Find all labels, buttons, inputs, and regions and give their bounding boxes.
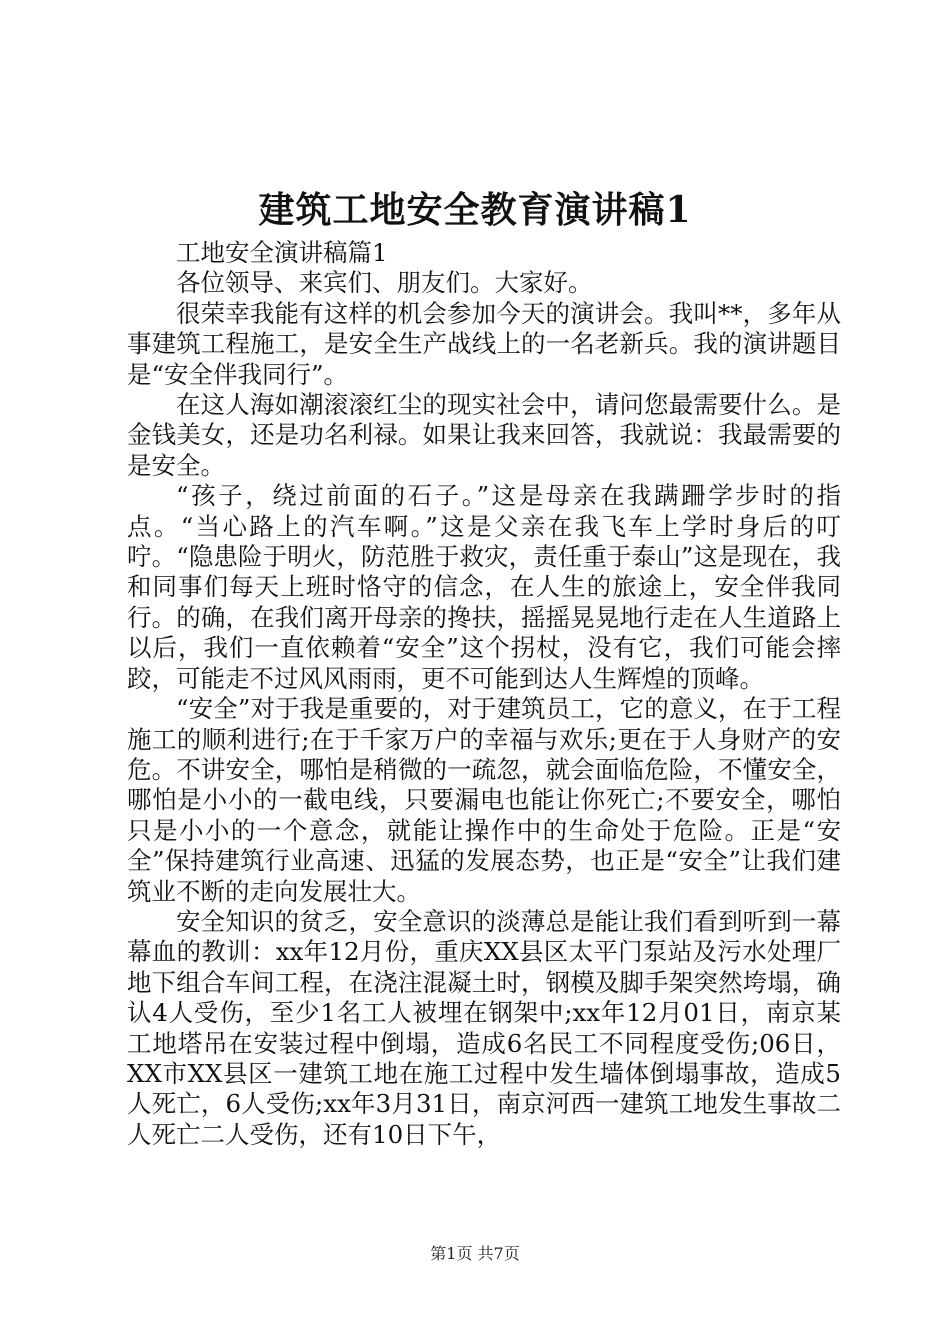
paragraph: 很荣幸我能有这样的机会参加今天的演讲会。我叫**，多年从事建筑工程施工，是安全生产战线上的一名老新兵。我的演讲题目是“安全伴我同行”。 (127, 298, 841, 389)
page-footer: 第1页 共7页 (430, 1244, 520, 1263)
document-title: 建筑工地安全教育演讲稿1 (258, 189, 692, 231)
paragraph-subtitle: 工地安全演讲稿篇1 (176, 238, 388, 267)
paragraph: 在这人海如潮滚滚红尘的现实社会中，请问您最需要什么。是金钱美女，还是功名利禄。如果让我来回答，我就说：我最需要的是安全。 (127, 390, 841, 480)
paragraph: “安全”对于我是重要的，对于建筑员工，它的意义，在于工程施工的顺利进行;在于千家万户的幸福与欢乐;更在于人身财产的安危。不讲安全，哪怕是稍微的一疏忽，就会面临危险，不懂安全，哪怕是小小的一截电线，只要漏电也能让你死亡;不要安全，哪怕只是小小的一个意念，就能让操作中的生命处于危险。正是“安全”保持建筑行业高速、迅猛的发展态势，也正是“安全”让我们建筑业不断的走向发展壮大。 (127, 694, 841, 906)
paragraph: 安全知识的贫乏，安全意识的淡薄总是能让我们看到听到一幕幕血的教训：xx年12月份，重庆XX县区太平门泵站及污水处理厂地下组合车间工程，在浇注混凝土时，钢模及脚手架突然垮塌，确认4人受伤，至少1名工人被埋在钢架中;xx年12月01日，南京某工地塔吊在安装过程中倒塌，造成6名民工不同程度受伤;06日，XX市XX县区一建筑工地在施工过程中发生墙体倒塌事故，造成5人死亡，6人受伤;xx年3月31日，南京河西一建筑工地发生事故二人死亡二人受伤，还有10日下午， (127, 906, 841, 1149)
paragraph-greeting: 各位领导、来宾们、朋友们。大家好。 (176, 268, 593, 298)
paragraph: “孩子，绕过前面的石子。”这是母亲在我蹒跚学步时的指点。“当心路上的汽车啊。”这是父亲在我飞车上学时身后的叮咛。“隐患险于明火，防范胜于救灾，责任重于泰山”这是现在，我和同事们每天上班时恪守的信念，在人生的旅途上，安全伴我同行。的确，在我们离开母亲的搀扶，摇摇晃晃地行走在人生道路上以后，我们一直依赖着“安全”这个拐杖，没有它，我们可能会摔跤，可能走不过风风雨雨，更不可能到达人生辉煌的顶峰。 (127, 481, 841, 693)
document-body (127, 238, 841, 1150)
